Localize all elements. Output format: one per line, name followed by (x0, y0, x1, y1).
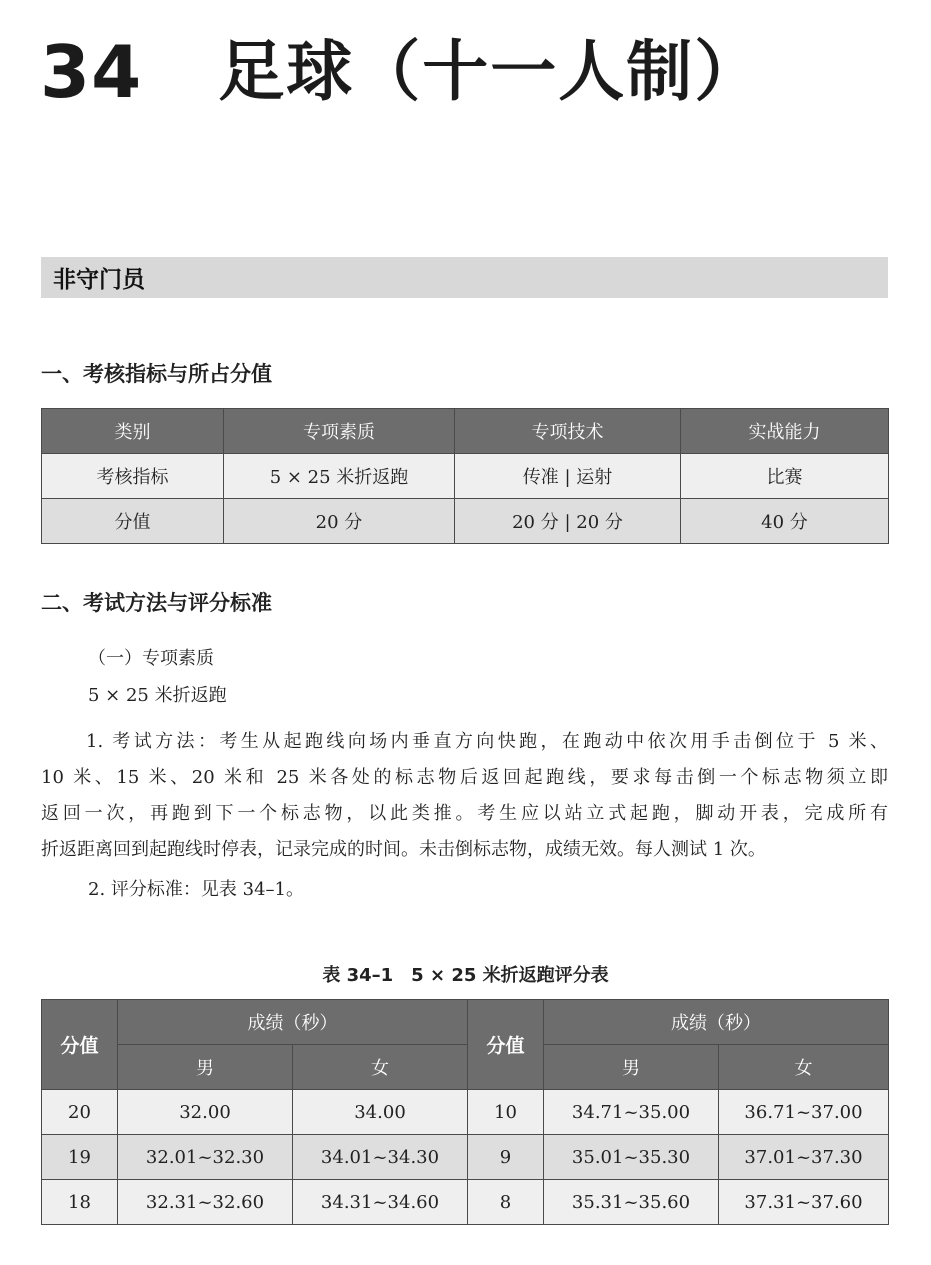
indicator-score-table (41, 408, 889, 544)
method-paragraph (41, 724, 888, 868)
item-title: 5 × 25 米折返跑 (88, 685, 227, 706)
score-header: 分值 (468, 1000, 544, 1090)
table-cell: 20 分 | 20 分 (455, 499, 681, 544)
table-cell: 34.71~35.00 (544, 1090, 719, 1135)
paragraph-line: 折返距离回到起跑线时停表，记录完成的时间。未击倒标志物，成绩无效。每人测试 1 次。 (41, 839, 766, 860)
male-header: 男 (118, 1045, 293, 1090)
paragraph-line: 返回一次，再跑到下一个标志物，以此类推。考生应以站立式起跑，脚动开表，完成所有 (41, 803, 888, 824)
table-header-row (42, 1045, 889, 1090)
result-header: 成绩（秒） (118, 1000, 468, 1045)
table-header-cell: 专项素质 (224, 409, 455, 454)
table-header-row (42, 409, 889, 454)
table-cell: 32.01~32.30 (118, 1135, 293, 1180)
table-cell: 传准 | 运射 (455, 454, 681, 499)
table-cell: 9 (468, 1135, 544, 1180)
table-caption: 表 34–1 5 × 25 米折返跑评分表 (322, 965, 609, 986)
table-header-cell: 专项技术 (455, 409, 681, 454)
table-cell: 18 (42, 1180, 118, 1225)
male-header: 男 (544, 1045, 719, 1090)
table-cell: 34.00 (293, 1090, 468, 1135)
female-header: 女 (293, 1045, 468, 1090)
chapter-name: 足球（十一人制） (218, 33, 763, 110)
row-label: 考核指标 (42, 454, 224, 499)
table-cell: 比赛 (681, 454, 889, 499)
table-cell: 37.31~37.60 (719, 1180, 889, 1225)
criteria-line: 2. 评分标准：见表 34–1。 (88, 879, 304, 900)
table-row (42, 499, 889, 544)
table-row (42, 1090, 889, 1135)
grade-table (41, 999, 889, 1225)
table-cell: 20 分 (224, 499, 455, 544)
table-cell: 5 × 25 米折返跑 (224, 454, 455, 499)
table-cell: 34.31~34.60 (293, 1180, 468, 1225)
table-cell: 35.31~35.60 (544, 1180, 719, 1225)
table-cell: 10 (468, 1090, 544, 1135)
section-bar (41, 257, 888, 298)
result-header: 成绩（秒） (544, 1000, 889, 1045)
paragraph-line: 1. 考试方法：考生从起跑线向场内垂直方向快跑，在跑动中依次用手击倒位于 5 米、 (86, 731, 888, 752)
table-row (42, 1135, 889, 1180)
table-cell: 8 (468, 1180, 544, 1225)
table-header-cell: 类别 (42, 409, 224, 454)
paragraph-line: 10 米、15 米、20 米和 25 米各处的标志物后返回起跑线，要求每击倒一个标志物须立即 (41, 767, 888, 788)
table-cell: 34.01~34.30 (293, 1135, 468, 1180)
chapter-number: 34 (40, 30, 143, 114)
table-cell: 20 (42, 1090, 118, 1135)
table-cell: 40 分 (681, 499, 889, 544)
table-cell: 36.71~37.00 (719, 1090, 889, 1135)
score-header: 分值 (42, 1000, 118, 1090)
table-cell: 37.01~37.30 (719, 1135, 889, 1180)
heading-methods: 二、考试方法与评分标准 (41, 590, 272, 615)
table-row (42, 454, 889, 499)
table-cell: 32.00 (118, 1090, 293, 1135)
sub-heading: （一）专项素质 (88, 648, 214, 669)
chapter-title (40, 30, 763, 114)
table-header-row (42, 1000, 889, 1045)
table-row (42, 1180, 889, 1225)
table-cell: 32.31~32.60 (118, 1180, 293, 1225)
table-header-cell: 实战能力 (681, 409, 889, 454)
table-cell: 35.01~35.30 (544, 1135, 719, 1180)
female-header: 女 (719, 1045, 889, 1090)
row-label: 分值 (42, 499, 224, 544)
section-title: 非守门员 (53, 266, 145, 293)
heading-indicators: 一、考核指标与所占分值 (41, 361, 272, 386)
table-cell: 19 (42, 1135, 118, 1180)
